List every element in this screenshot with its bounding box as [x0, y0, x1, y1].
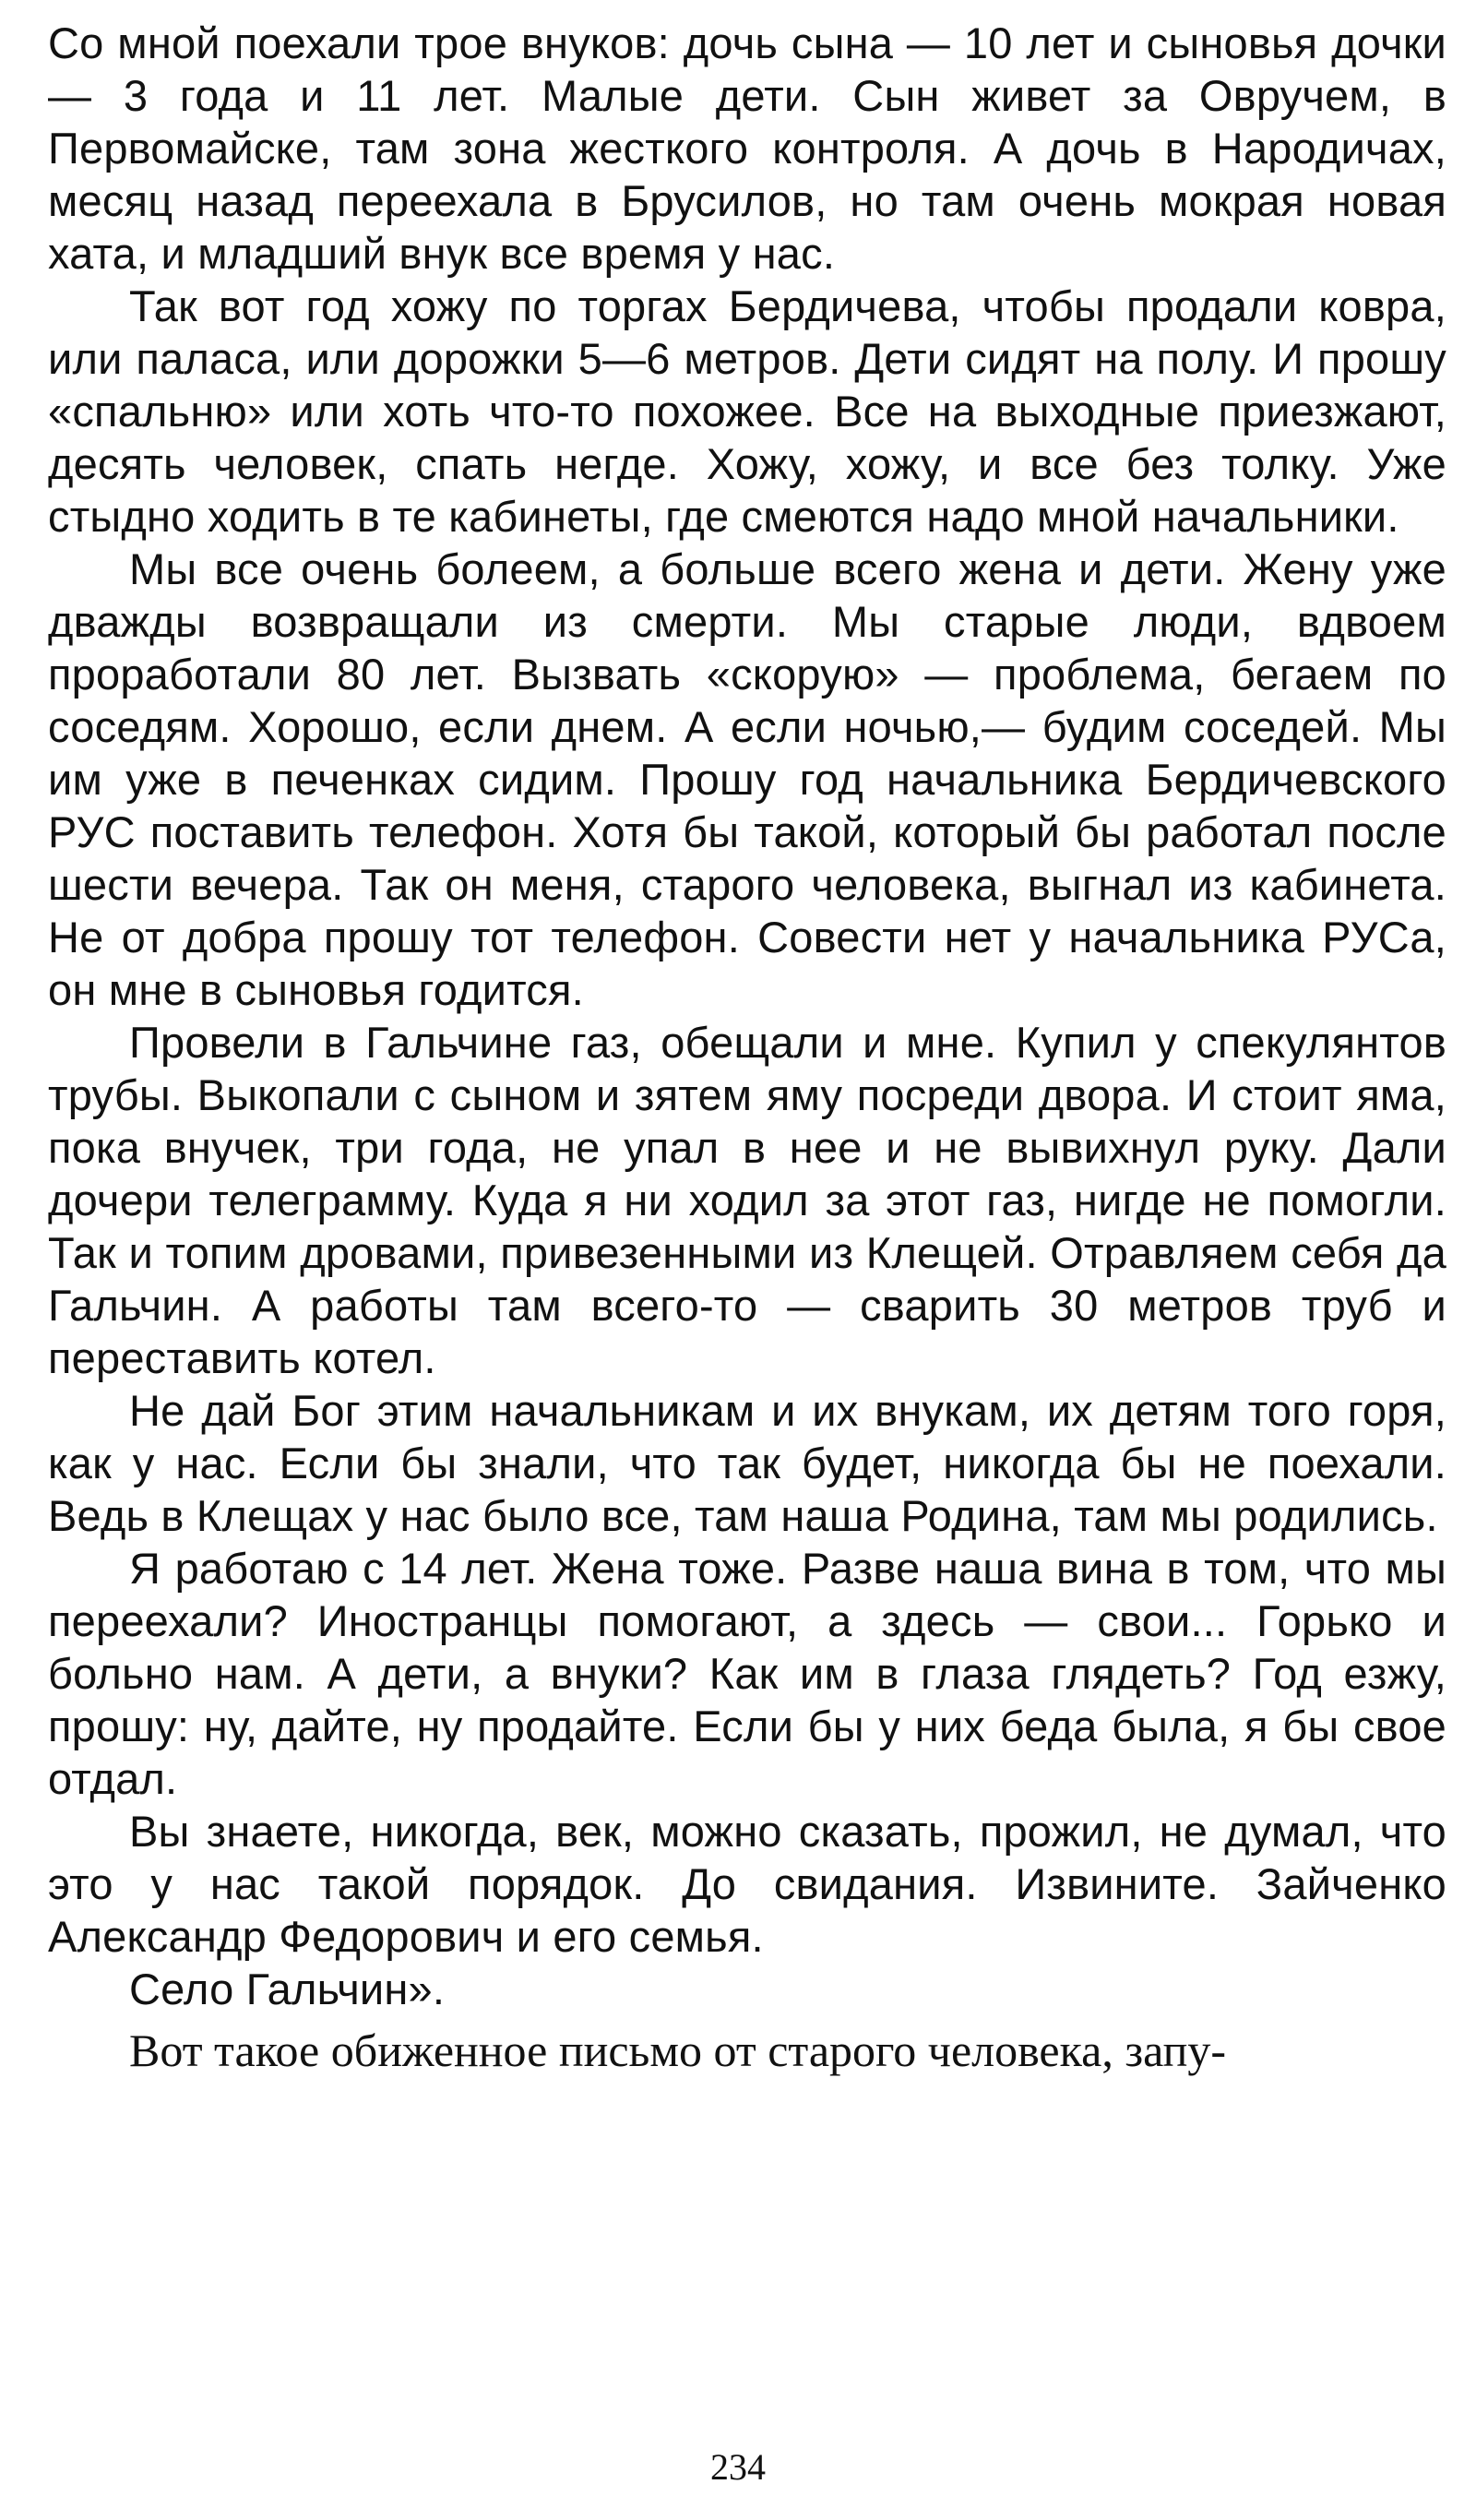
paragraph-carpets: Так вот год хожу по торгах Бердичева, чтобы продали ковра, или паласа, или дорожки 5—6 метров. Дети сидят на полу. И прошу «спальню» или хоть что-то похожее. Все на выходные приезжают, десять человек, спать негде. Хожу, хожу, и все без толку. Уже стыдно ходить в те кабинеты, где смеются надо мной начальники. [48, 281, 1446, 541]
page-number: 234 [710, 2446, 766, 2488]
author-commentary: Вот такое обиженное письмо от старого человека, запу- [129, 2024, 1227, 2076]
paragraph-grief: Не дай Бог этим начальникам и их внукам, их детям того горя, как у нас. Если бы знали, что так будет, никогда бы не поехали. Ведь в Клещах у нас было все, там наша Родина, там мы родились. [48, 1386, 1446, 1540]
paragraph-grandchildren: Со мной поехали трое внуков: дочь сына — 10 лет и сыновья дочки — 3 года и 11 лет. Малые дети. Сын живет за Овручем, в Первомайске, там зона жесткого контроля. А дочь в Народичах, месяц назад переехала в Брусилов, но там очень мокрая новая хата, и младший внук все время у нас. [48, 18, 1446, 278]
paragraph-illness-telephone: Мы все очень болеем, а больше всего жена и дети. Жену уже дважды возвращали из смерти. Мы старые люди, вдвоем проработали 80 лет. Вызвать «скорую» — проблема, бегаем по соседям. Хорошо, если днем. А если ночью,— будим соседей. Мы им уже в печенках сидим. Прошу год начальника Бердичевского РУС поставить телефон. Хотя бы такой, который бы работал после шести вечера. Так он меня, старого человека, выгнал из кабинета. Не от добра прошу тот телефон. Совести нет у начальника РУСа, он мне в сыновья годится. [48, 544, 1446, 1014]
paragraph-village: Село Гальчин». [129, 1965, 446, 2013]
paragraph-gas: Провели в Гальчине газ, обещали и мне. Купил у спекулянтов трубы. Выкопали с сыном и зятем яму посреди двора. И стоит яма, пока внучек, три года, не упал в нее и не вывихнул руку. Дали дочери телеграмму. Куда я ни ходил за этот газ, нигде не помогли. Так и топим дровами, привезенными из Клещей. Отравляем себя да Гальчин. А работы там всего-то — сварить 30 метров труб и переставить котел. [48, 1018, 1446, 1382]
paragraph-signature: Вы знаете, никогда, век, можно сказать, прожил, не думал, что это у нас такой порядок. До свидания. Извините. Зайченко Александр Федорович и его семья. [48, 1807, 1446, 1961]
paragraph-work: Я работаю с 14 лет. Жена тоже. Разве наша вина в том, что мы переехали? Иностранцы помогают, а здесь — свои... Горько и больно нам. А дети, а внуки? Как им в глаза глядеть? Год езжу, прошу: ну, дайте, ну продайте. Если бы у них беда была, я бы свое отдал. [48, 1544, 1446, 1803]
letter-text [48, 17, 1446, 2015]
